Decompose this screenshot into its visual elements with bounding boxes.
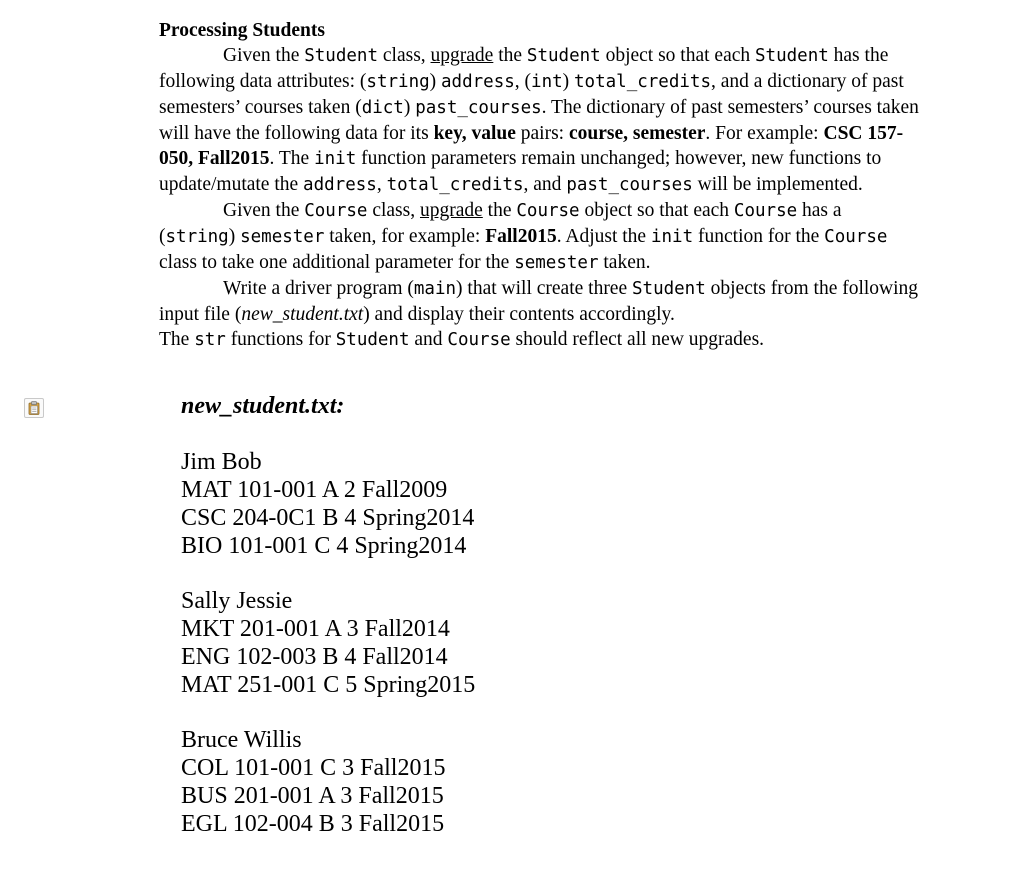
clipboard-paste-icon[interactable]	[24, 398, 44, 418]
student-record	[181, 726, 475, 838]
assignment-text	[159, 18, 919, 353]
paragraph-course-upgrade: Given the Course class, upgrade the Course object so that each Course has a (string) semester taken, for example: Fall2015. Adjust the init function for the Course class to take one additional parameter for the semester taken.	[159, 200, 888, 273]
course-line: MAT 251-001 C 5 Spring2015	[181, 672, 476, 698]
student-name: Jim Bob	[181, 449, 262, 475]
course-line: ENG 102-003 B 4 Fall2014	[181, 644, 448, 670]
course-line: BIO 101-001 C 4 Spring2014	[181, 533, 467, 559]
student-record	[181, 587, 475, 699]
student-name: Bruce Willis	[181, 727, 302, 753]
course-line: MKT 201-001 A 3 Fall2014	[181, 616, 450, 642]
section-title: Processing Students	[159, 20, 325, 41]
course-line: CSC 204-0C1 B 4 Spring2014	[181, 505, 475, 531]
course-line: COL 101-001 C 3 Fall2015	[181, 755, 446, 781]
input-file-listing	[181, 392, 475, 865]
file-name: new_student.txt:	[181, 393, 345, 419]
course-line: EGL 102-004 B 3 Fall2015	[181, 811, 445, 837]
clipboard-icon	[28, 401, 40, 415]
course-line: MAT 101-001 A 2 Fall2009	[181, 477, 448, 503]
paragraph-driver-program: Write a driver program (main) that will create three Student objects from the following input file (new_student.txt) and display their contents accordingly.	[159, 278, 919, 325]
student-record	[181, 448, 475, 560]
course-line: BUS 201-001 A 3 Fall2015	[181, 783, 444, 809]
student-name: Sally Jessie	[181, 588, 293, 614]
paragraph-student-upgrade: Given the Student class, upgrade the Student object so that each Student has the following data attributes: (string) address, (int) total_credits, and a dictionary of past semesters’ courses taken (dict) past_courses. The dictionary of past semesters’ courses taken will have the following data for its key, value pairs: course, semester. For example: CSC 157-050, Fall2015. The init function parameters remain unchanged; however, new functions to update/mutate the address, total_credits, and past_courses will be implemented.	[159, 45, 919, 195]
paragraph-str-functions: The str functions for Student and Course should reflect all new upgrades.	[159, 329, 765, 350]
